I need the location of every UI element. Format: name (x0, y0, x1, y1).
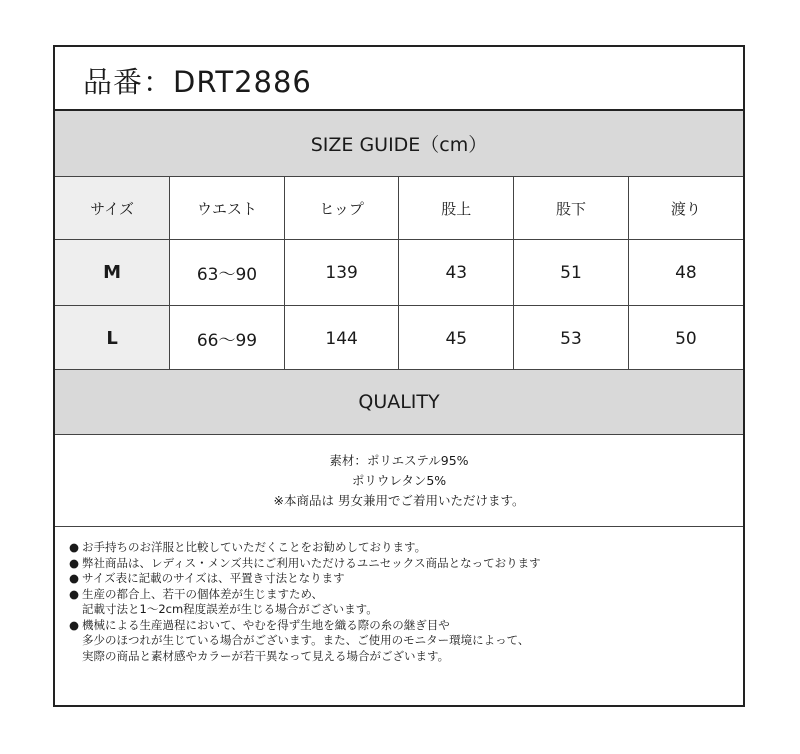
product-code-row (55, 47, 743, 111)
size-guide-header (55, 111, 743, 177)
bullet-icon: ● (69, 540, 80, 554)
inseam-value: 53 (514, 306, 629, 372)
table-row (55, 240, 743, 306)
product-code: 品番：DRT2886 (83, 65, 312, 99)
list-item (69, 571, 733, 587)
hip-value: 139 (284, 240, 399, 306)
bullet-icon: ● (69, 555, 80, 570)
rise-value: 45 (399, 306, 514, 372)
note-line: 生産の都合上、若干の個体差が生じますため、 (82, 586, 324, 601)
notes-list (69, 540, 733, 664)
column-header-inseam: 股下 (514, 177, 629, 240)
bullet-icon: ● (69, 586, 80, 601)
note-line: 記載寸法と1～2cm程度誤差が生じる場合がございます。 (82, 602, 378, 616)
column-header-rise: 股上 (399, 177, 514, 240)
note-line: 多少のほつれが生じている場合がございます。また、ご使用のモニター環境によって、 (82, 633, 530, 647)
size-table (55, 177, 743, 371)
material-line: ポリウレタン5% (351, 472, 447, 488)
size-label: L (55, 306, 170, 372)
note-line: 機械による生産過程において、やむを得ず生地を織る際の糸の継ぎ目や (82, 617, 450, 632)
size-label: M (55, 240, 170, 306)
column-header-waist: ウエスト (170, 177, 285, 240)
quality-header (55, 369, 743, 435)
hip-value: 144 (284, 306, 399, 372)
waist-value: 66〜99 (170, 306, 285, 372)
column-header-size: サイズ (55, 177, 170, 240)
column-header-hip: ヒップ (284, 177, 399, 240)
size-table-header-row (55, 177, 743, 240)
bullet-icon: ● (69, 571, 80, 585)
note-line: サイズ表に記載のサイズは、平置き寸法となります (82, 571, 345, 585)
list-item (69, 618, 733, 665)
list-item (69, 556, 733, 572)
material-info (55, 435, 743, 527)
list-item (69, 540, 733, 556)
column-header-thigh: 渡り (628, 177, 743, 240)
waist-value: 63〜90 (170, 240, 285, 306)
note-line: 弊社商品は、レディス・メンズ共にご利用いただけるユニセックス商品となっております (82, 555, 541, 570)
thigh-value: 50 (628, 306, 743, 372)
size-guide-title: SIZE GUIDE（cm） (310, 134, 488, 156)
material-line: 素材：ポリエステル95% (329, 452, 469, 468)
note-line: お手持ちのお洋服と比較していただくことをお勧めしております。 (82, 540, 427, 554)
list-item (69, 587, 733, 618)
table-row (55, 306, 743, 372)
size-guide-card (53, 45, 745, 707)
quality-title: QUALITY (358, 391, 440, 413)
unisex-note: ※本商品は 男女兼用でご着用いただけます。 (273, 492, 525, 508)
thigh-value: 48 (628, 240, 743, 306)
rise-value: 43 (399, 240, 514, 306)
inseam-value: 51 (514, 240, 629, 306)
bullet-icon: ● (69, 617, 80, 632)
note-line: 実際の商品と素材感やカラーが若干異なって見える場合がございます。 (82, 648, 450, 663)
